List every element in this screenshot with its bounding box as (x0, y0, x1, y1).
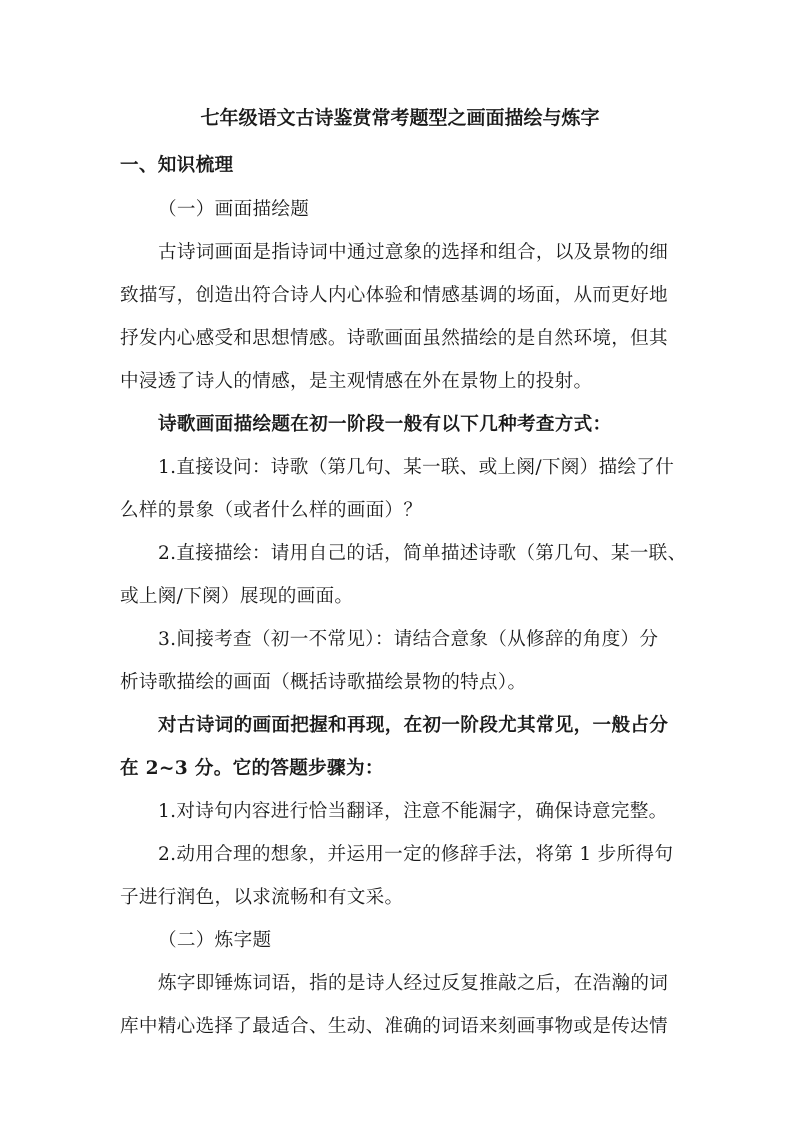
paragraph-line: 中浸透了诗人的情感，是主观情感在外在景物上的投射。 (120, 371, 593, 392)
paragraph-line: 库中精心选择了最适合、生动、准确的词语来刻画事物或是传达情 (120, 1016, 668, 1037)
document-title: 七年级语文古诗鉴赏常考题型之画面描绘与炼字 (200, 107, 600, 129)
section-heading-knowledge: 一、知识梳理 (120, 155, 234, 176)
list-item-line: 析诗歌描绘的画面（概括诗歌描绘景物的特点）。 (120, 672, 527, 693)
bold-statement-steps: 对古诗词的画面把握和再现，在初一阶段尤其常见，一般占分 (158, 715, 669, 736)
list-item-line: 3.间接考查（初一不常见）：请结合意象（从修辞的角度）分 (158, 629, 659, 650)
list-item-line: 1.直接设问：诗歌（第几句、某一联、或上阕/下阕）描绘了什 (158, 457, 675, 478)
paragraph-line: 炼字即锤炼词语，指的是诗人经过反复推敲之后，在浩瀚的词 (158, 973, 669, 994)
paragraph-line: 抒发内心感受和思想情感。诗歌画面虽然描绘的是自然环境，但其 (120, 328, 668, 349)
paragraph-line: 致描写，创造出符合诗人内心体验和情感基调的场面，从而更好地 (120, 285, 668, 306)
step-line: 子进行润色，以求流畅和有文采。 (120, 887, 404, 908)
step-line: 1.对诗句内容进行恰当翻译，注意不能漏字，确保诗意完整。 (158, 801, 668, 822)
subsection-heading-picture: （一）画面描绘题 (158, 199, 310, 220)
list-item-line: 么样的景象（或者什么样的画面）？ (120, 500, 423, 521)
list-item-line: 2.直接描绘：请用自己的话，简单描述诗歌（第几句、某一联、 (158, 543, 687, 564)
paragraph-line: 古诗词画面是指诗词中通过意象的选择和组合，以及景物的细 (158, 242, 669, 263)
subsection-heading-word-refining: （二）炼字题 (158, 930, 272, 951)
bold-statement-steps: 在 2~3 分。它的答题步骤为： (120, 758, 384, 779)
step-line: 2.动用合理的想象，并运用一定的修辞手法，将第 1 步所得句 (158, 844, 674, 865)
list-item-line: 或上阕/下阕）展现的画面。 (120, 586, 354, 607)
bold-statement-exam-methods: 诗歌画面描绘题在初一阶段一般有以下几种考查方式： (158, 414, 612, 435)
